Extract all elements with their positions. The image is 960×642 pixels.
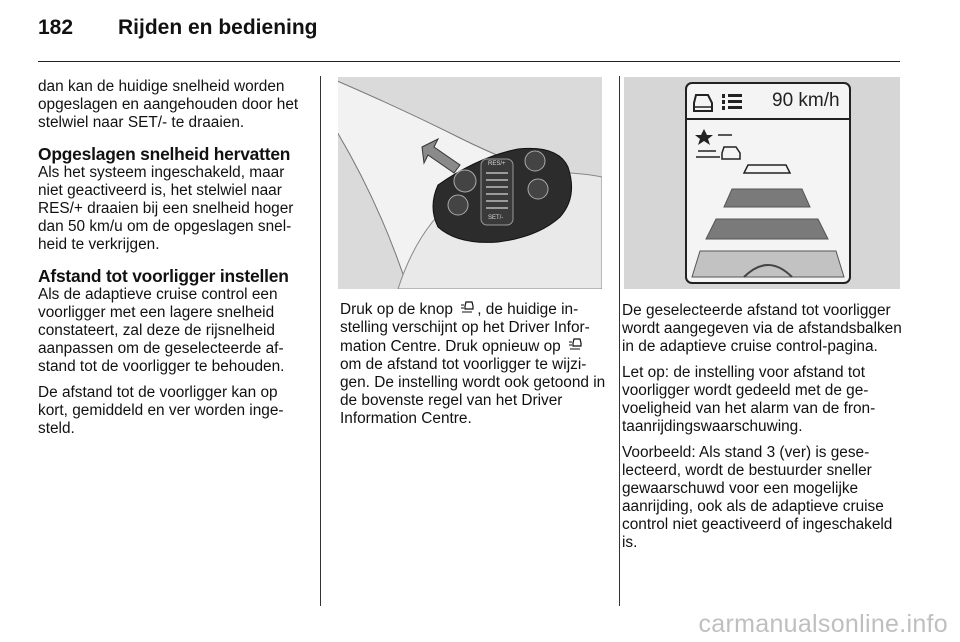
- header-rule: [38, 61, 900, 62]
- press-button-text-3: om de afstand tot voorligger te wijzigen. De instelling wordt ook getoond in de bovenste regel van het Driver Information Centre.: [340, 356, 606, 427]
- following-distance-icon-graphic: [460, 300, 474, 314]
- speed-readout: 90 km/h: [772, 90, 840, 111]
- steering-wheel-illustration: [338, 77, 602, 289]
- set-label: SET/-: [488, 215, 504, 221]
- distance-paragraph: Als de adaptieve cruise control een voorligger met een lagere snelheid constateert, zal deze de rijsnelheid aanpassen om de geselecteerde afstand tot de voorligger te behouden.: [38, 286, 285, 375]
- intro-paragraph: dan kan de huidige snelheid worden opgeslagen en aangehouden door het stelwiel naar SET/- te draaien.: [38, 78, 299, 131]
- driver-information-display-figure: [624, 77, 900, 289]
- chapter-title: Rijden en bediening: [118, 16, 318, 39]
- distance-bar-1: [744, 165, 790, 173]
- heading-set-distance: Afstand tot voorligger instellen: [38, 266, 289, 286]
- steering-wheel-figure: [338, 77, 602, 289]
- distance-bars-paragraph: De geselecteerde afstand tot voorligger wordt aangegeven via de afstandsbalken in de adaptieve cruise control-pagina.: [622, 302, 902, 355]
- distance-bars-icon: [722, 94, 742, 110]
- press-button-paragraph: [340, 300, 606, 428]
- display-illustration: [624, 77, 900, 289]
- distance-bar-2: [724, 189, 810, 207]
- column-right: [622, 302, 902, 560]
- column-divider-left: [320, 76, 321, 606]
- page-number: 182: [38, 16, 74, 39]
- following-distance-icon: [457, 300, 477, 319]
- resume-paragraph: Als het systeem ingeschakeld, maar niet geactiveerd is, het stelwiel naar RES/+ draaien bij een snelheid hoger dan 50 km/u om de opgeslagen snelheid te verkrijgen.: [38, 164, 294, 253]
- example-paragraph: Voorbeeld: Als stand 3 (ver) is geselecteerd, wordt de bestuurder sneller gewaarschuwd voor een mogelijke aanrijding, ook als de adaptieve cruise control niet geactiveerd of ingeschakeld is.: [622, 444, 893, 551]
- column-divider-right: [619, 76, 620, 606]
- settings-paragraph: De afstand tot de voorligger kan op kort, gemiddeld en ver worden ingesteld.: [38, 384, 284, 437]
- watermark: carmanualsonline.info: [698, 610, 948, 638]
- following-distance-icon-graphic: [568, 337, 582, 351]
- column-middle: [340, 300, 606, 436]
- shared-setting-note: Let op: de instelling voor afstand tot voorligger wordt gedeeld met de gevoeligheid van het alarm van de frontaanrijdingswaarschuwing.: [622, 364, 876, 435]
- press-button-text-1: Druk op de knop: [340, 301, 453, 318]
- res-label: RES/+: [488, 161, 506, 167]
- following-distance-icon: [565, 337, 585, 356]
- heading-resume-speed: Opgeslagen snelheid hervatten: [38, 144, 291, 164]
- press-button-text-2: , de huidige instelling verschijnt op het Driver Information Centre. Druk opnieuw op: [340, 301, 590, 355]
- column-left: [38, 78, 306, 446]
- distance-bar-3: [706, 219, 828, 239]
